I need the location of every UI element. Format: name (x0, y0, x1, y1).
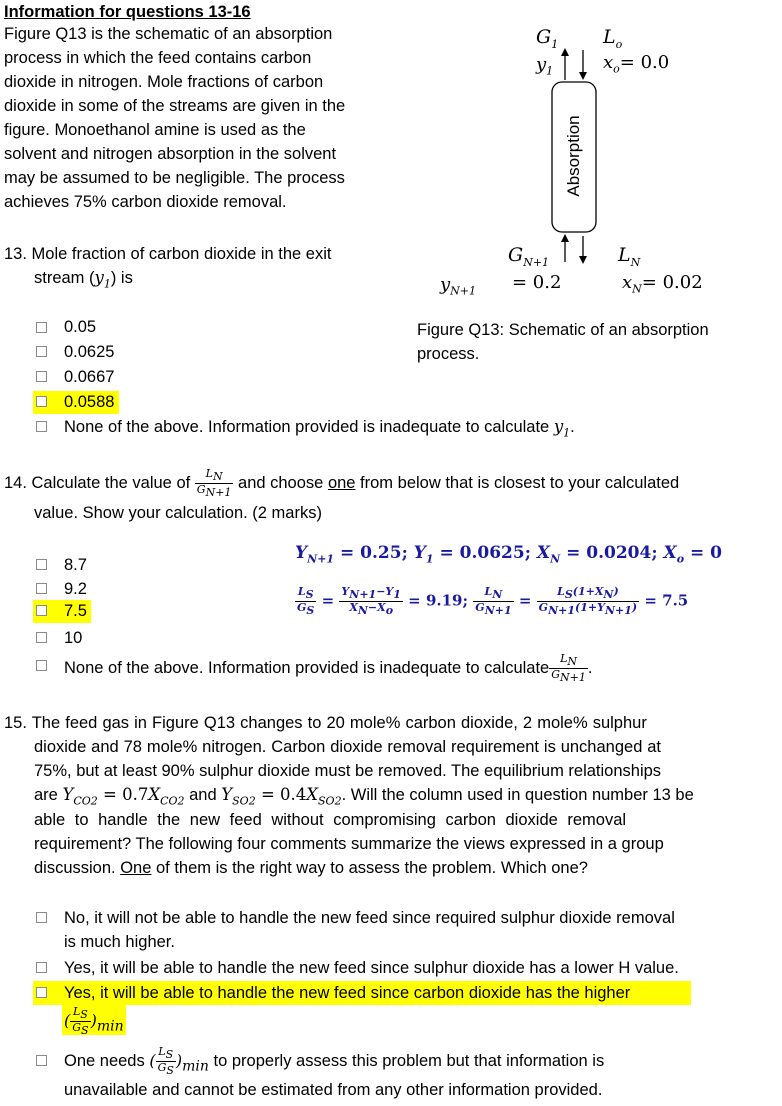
label-g1: $G_1$ (536, 26, 559, 51)
q15-option-label-2: Yes, it will be able to handle the new feed since sulphur dioxide has a lower H value. (64, 959, 679, 977)
q13-option-label-4: 0.0588 (64, 393, 115, 411)
label-y1: $y_1$ (536, 54, 554, 78)
gas-in-arrowhead (561, 234, 569, 242)
figure-caption-1: Figure Q13: Schematic of an absorption (417, 321, 709, 339)
q15-checkbox-2[interactable] (36, 962, 47, 973)
q13-checkbox-5[interactable] (36, 421, 47, 432)
q14-answer-frac-4: $\frac{L_S(1+X_N)}{G_{N+1}(1+Y_{N+1})}$ (538, 585, 638, 618)
q15-line-3: 75%, but at least 90% sulphur dioxide must be removed. The equilibrium relationships (34, 762, 662, 780)
q14-answer-frac-2: $\frac{Y_{N+1}-Y_1}{X_N-X_o}$ (341, 585, 401, 618)
q14-checkbox-1[interactable] (36, 559, 47, 570)
label-lo: $L_o$ (603, 26, 623, 51)
q14-option-label-3: 7.5 (64, 602, 87, 620)
q15-line-2: dioxide and 78 mole% nitrogen. Carbon dioxide removal requirement is unchanged at (34, 738, 662, 756)
q15-line-1: 15. The feed gas in Figure Q13 changes to 20 mole% carbon dioxide, 2 mole% sulphur (4, 714, 647, 732)
q14-answer-frac-3: $\frac{L_N}{G_{N+1}}$ (475, 585, 512, 618)
q15-option-label-4a: One needs ( $\frac{L_S}{G_S}$ )$_{min}$ to properly assess this problem but that information is (64, 1045, 605, 1078)
q14-checkbox-4[interactable] (36, 632, 47, 643)
q15-checkbox-4[interactable] (36, 1055, 47, 1066)
q14-option-label-5: None of the above. Information provided is inadequate to calculate $\frac{L_N}{G_{N+1}}$ . (64, 652, 593, 685)
q15-option-label-3b: ( $\frac{L_S}{G_S}$ )$_{min}$ (64, 1005, 124, 1038)
q15-line-6: requirement? The following four comments summarize the views expressed in a group (34, 835, 664, 853)
q15-option-label-1a: No, it will not be able to handle the new feed since required sulphur dioxide removal (64, 909, 675, 927)
info-line-6: solvent and nitrogen absorption in the solvent (4, 145, 337, 163)
q13-checkbox-2[interactable] (36, 346, 47, 357)
q15-option-label-4b: unavailable and cannot be estimated from any other information provided. (64, 1081, 603, 1099)
q13-checkbox-1[interactable] (36, 322, 47, 333)
info-line-5: figure. Monoethanol amine is used as the (4, 121, 306, 139)
label-xn: $x_N= 0.02$ (622, 272, 703, 296)
info-line-3: dioxide in nitrogen. Mole fractions of carbon (4, 73, 324, 91)
q14-answer-line-1: $Y_{N+1} = 0.25$; $Y_1 = 0.0625$; $X_N = 0.0204$; $X_o = 0$ (295, 543, 722, 566)
info-line-1: Figure Q13 is the schematic of an absorption (4, 25, 333, 43)
info-line-7: may be assumed to be negligible. The process (4, 169, 345, 187)
q14-checkbox-2[interactable] (36, 583, 47, 594)
figure-q13 (420, 10, 780, 360)
column-label: Absorption (564, 115, 583, 197)
info-line-4: dioxide in some of the streams are given in the (4, 97, 346, 115)
q15-line-7: discussion. One of them is the right way to assess the problem. Which one? (34, 859, 588, 877)
q13-option-label-1: 0.05 (64, 318, 97, 336)
liquid-in-arrowhead (579, 72, 587, 80)
q14-fraction: $\frac{L_N}{G_{N+1}}$ (196, 467, 232, 500)
q15-option-label-1b: is much higher. (64, 933, 175, 951)
label-yn1: $y_{N+1}$ (440, 274, 477, 298)
q14-option-label-1: 8.7 (64, 556, 87, 574)
q15-line-4: are $Y_{CO2} = 0.7X_{CO2}$ and $Y_{SO2} = 0.4X_{SO2}$. Will the column used in question number 13 be (34, 785, 694, 808)
q15-checkbox-3[interactable] (36, 987, 47, 998)
q14-answer-ls-gs: $\frac{L_S}{G_S}$ (297, 585, 315, 618)
info-title: Information for questions 13-16 (4, 3, 251, 21)
label-ln: $L_N$ (618, 244, 641, 269)
q15-option-label-3a: Yes, it will be able to handle the new feed since carbon dioxide has the higher (64, 984, 631, 1002)
q14-option-label-2: 9.2 (64, 580, 87, 598)
q14-checkbox-3[interactable] (36, 605, 47, 616)
gas-out-arrowhead (561, 48, 569, 56)
q15-line-5: able to handle the new feed without compromising carbon dioxide removal (34, 811, 627, 829)
q13-checkbox-4[interactable] (36, 396, 47, 407)
q13-option-label-3: 0.0667 (64, 368, 115, 386)
q13-option-label-2: 0.0625 (64, 343, 115, 361)
q14-checkbox-5[interactable] (36, 660, 47, 671)
q14-option-label-4: 10 (64, 629, 83, 647)
label-gn1: $G_{N+1}$ (508, 244, 550, 269)
label-yn1-value: = 0.2 (512, 272, 562, 293)
liquid-out-arrowhead (579, 256, 587, 264)
q14-line-1: 14. Calculate the value of $\frac{L_N}{G_{N+1}}$ and choose one from below that is closest to your calculated (4, 467, 680, 500)
q13-line-2: stream $(y_1)$ is (34, 268, 133, 291)
figure-caption-2: process. (417, 345, 480, 363)
info-line-8: achieves 75% carbon dioxide removal. (4, 193, 287, 211)
q15-checkbox-1[interactable] (36, 912, 47, 923)
label-xo: $x_o= 0.0$ (603, 52, 670, 76)
q13-checkbox-3[interactable] (36, 371, 47, 382)
q13-line-1: 13. Mole fraction of carbon dioxide in the exit (4, 245, 332, 263)
q14-line-2: value. Show your calculation. (2 marks) (34, 504, 322, 522)
q14-answer-line-2: $\frac{L_S}{G_S}$ = $\frac{Y_{N+1}-Y_1}{X_N-X_o}$ = 9.19; $\frac{L_N}{G_{N+1}}$ = $\frac{L_S(1+X_N)}{G_{N+1}(1+Y_{N+1})}$ = 7.5 (297, 585, 689, 618)
info-line-2: process in which the feed contains carbon (4, 49, 312, 67)
q13-option-label-5: None of the above. Information provided is inadequate to calculate $y_1$. (64, 417, 575, 440)
